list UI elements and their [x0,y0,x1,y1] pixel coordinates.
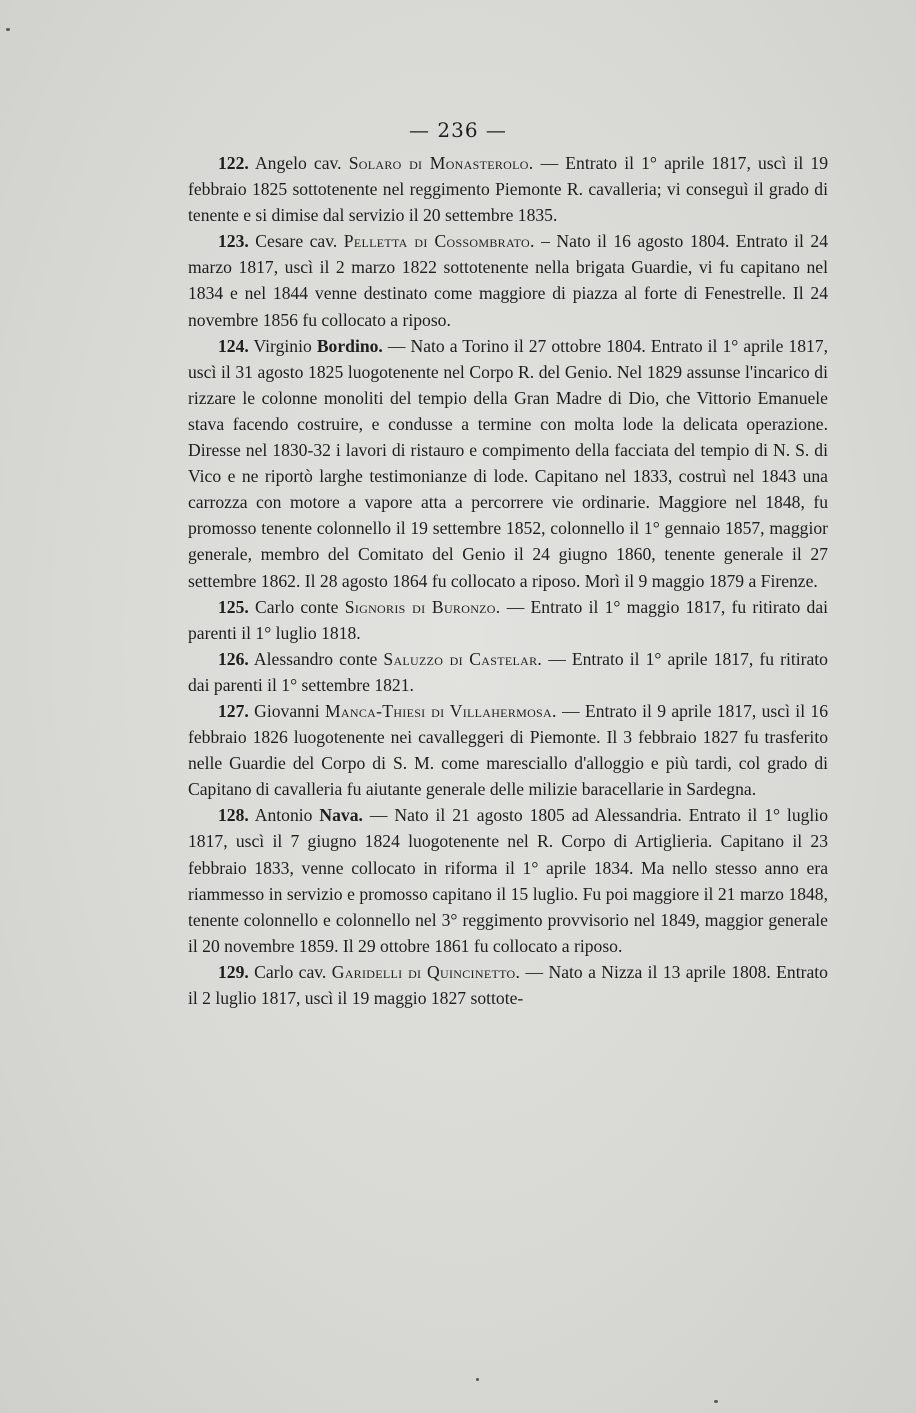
entry-text: — Entrato il 1° aprile 1817, fu ritirato dai parenti il 1° settembre 1821. [188,648,828,695]
entry-number: 122. [218,153,249,173]
entry-surname: Manca-Thiesi di Villahermosa. [324,700,557,721]
page-number: — 236 — [409,118,507,142]
entry-given-name: Antonio [254,805,313,826]
entry-123 [188,228,828,332]
entry-given-name: Giovanni [254,700,320,721]
scan-speck [714,1400,718,1403]
entry-given-name: Virginio [253,335,312,356]
entry-text: — Nato a Torino il 27 ottobre 1804. Entrato il 1° aprile 1817, uscì il 31 agosto 1825 luogotenente nel Corpo R. del Genio. Nel 1829 assunse l'incarico di rizzare le colonne monoliti del tempio della Gran Madre di Dio, che Vittorio Emanuele stava facendo costruire, e condusse a termine con molta lode la delicata operazione. Diresse nel 1830-32 i lavori di ristauro e compimento della facciata del tempio di N. S. di Vico e ne riportò larghe testimonianze di lode. Capitano nel 1833, costruì nel 1843 una carrozza con motore a vapore atta a percorrere vie ordinarie. Maggiore nel 1848, fu promosso tenente colonnello il 19 settembre 1852, colonnello il 1° gennaio 1857, maggior generale, membro del Comitato del Genio il 24 giugno 1860, tenente generale il 27 settembre 1862. Il 28 agosto 1864 fu collocato a riposo. Morì il 9 maggio 1879 a Firenze. [188,335,829,591]
entry-surname: Signoris di Buronzo. [344,596,501,617]
entry-given-name: Angelo cav. [254,153,342,173]
entry-surname: Solaro di Monasterolo. [348,153,534,173]
entry-text: — Nato il 21 agosto 1805 ad Alessandria. Entrato il 1° luglio 1817, uscì il 7 giugno 1824 luogotenente nel R. Corpo di Artiglieria. Capitano il 23 febbraio 1833, venne collocato in riforma il 1° aprile 1834. Ma nello stesso anno era riammesso in servizio e promosso capitano il 15 luglio. Fu poi maggiore il 21 marzo 1848, tenente colonnello e colonnello nel 3° reggimento provvisorio nel 1849, maggior generale il 20 novembre 1859. Il 29 ottobre 1861 fu collocato a riposo. [188,805,828,956]
entry-surname: Saluzzo di Castelar. [383,648,543,669]
entry-given-name: Cesare cav. [255,231,338,252]
entry-126 [188,646,828,698]
entry-number: 123. [218,231,249,252]
scan-speck [476,1378,479,1381]
entry-text: — Nato a Nizza il 13 aprile 1808. Entrato il 2 luglio 1817, uscì il 19 maggio 1827 sottote- [188,961,828,1008]
entry-text: — Entrato il 1° maggio 1817, fu ritirato dai parenti il 1° luglio 1818. [188,596,829,643]
entry-number: 126. [218,648,249,669]
entry-number: 129. [218,961,249,982]
entry-surname: Garidelli di Quincinetto. [331,961,521,982]
entry-given-name: Alessandro conte [253,648,378,669]
entry-given-name: Carlo conte [255,596,339,617]
entry-122 [188,150,828,228]
entry-124 [188,333,828,594]
scan-speck [6,28,10,31]
entry-text: — Entrato il 9 aprile 1817, uscì il 16 febbraio 1826 luogotenente nei cavalleggeri di Piemonte. Il 3 febbraio 1827 fu trasferito nelle Guardie del Corpo di S. M. come maresciallo d'alloggio e più tardi, col grado di Capitano di cavalleria fu aiutante generale delle milizie baracellarie in Sardegna. [188,700,829,800]
entry-number: 127. [218,700,249,721]
entry-129 [188,959,828,1011]
entry-125 [188,594,828,646]
entry-text: – Nato il 16 agosto 1804. Entrato il 24 marzo 1817, uscì il 2 marzo 1822 sottotenente nella brigata Guardie, vi fu capitano nel 1834 e nel 1844 venne destinato come maggiore di piazza al forte di Fenestrelle. Il 24 novembre 1856 fu collocato a riposo. [188,231,828,330]
entry-surname: Bordino. [316,335,383,356]
entry-128 [188,802,828,959]
entry-surname: Nava. [319,805,363,826]
entry-surname: Pelletta di Cossombrato. [343,231,535,252]
entry-number: 124. [218,335,249,356]
entry-text: — Entrato il 1° aprile 1817, uscì il 19 febbraio 1825 sottotenente nel reggimento Piemonte R. cavalleria; vi conseguì il grado di tenente e si dimise dal servizio il 20 settembre 1835. [188,153,828,226]
entry-given-name: Carlo cav. [254,961,327,982]
biography-list [188,150,828,1011]
entry-number: 125. [218,596,249,617]
entry-127 [188,698,828,802]
entry-number: 128. [218,805,249,826]
